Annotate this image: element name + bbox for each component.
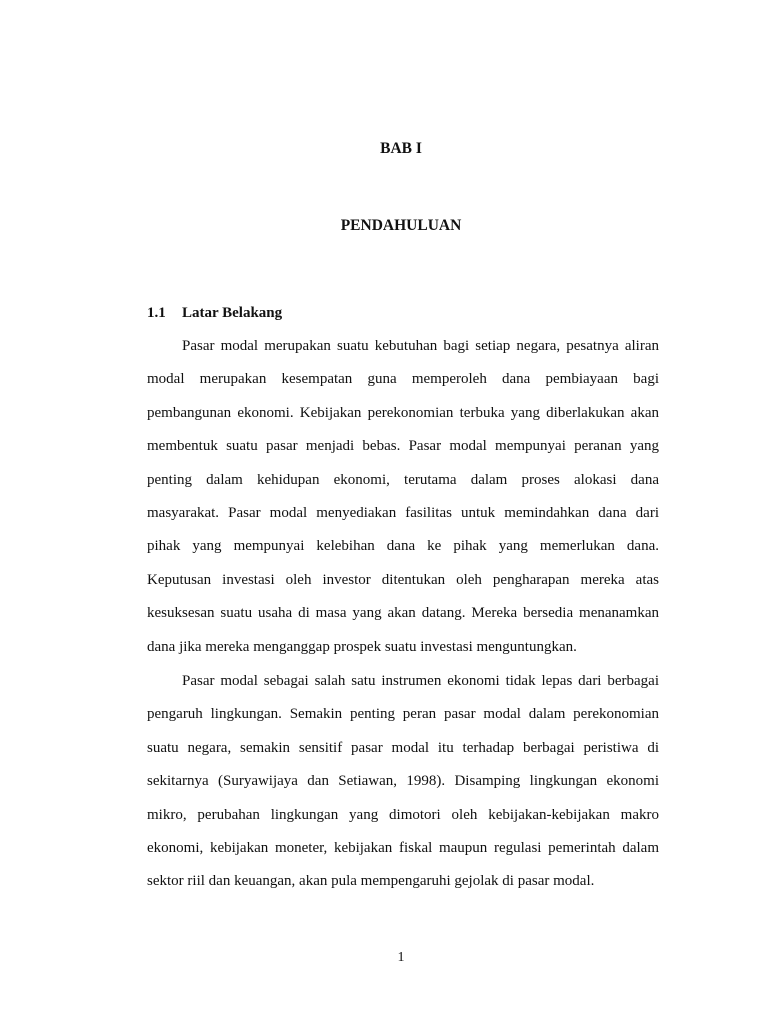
text-line: pihak yang mempunyai kelebihan dana ke pihak yang memerlukan dana.: [147, 538, 659, 555]
text-line: Pasar modal sebagai salah satu instrumen ekonomi tidak lepas dari berbagai: [182, 673, 659, 689]
text-line: pembangunan ekonomi. Kebijakan perekonomian terbuka yang diberlakukan akan: [147, 404, 659, 421]
section-number: 1.1: [147, 305, 166, 321]
text-line: penting dalam kehidupan ekonomi, terutama dalam proses alokasi dana: [147, 471, 659, 488]
text-line: sektor riil dan keuangan, akan pula mempengaruhi gejolak di pasar modal.: [147, 873, 595, 890]
text-line: mikro, perubahan lingkungan yang dimotori oleh kebijakan-kebijakan makro: [147, 806, 659, 823]
text-line: dana jika mereka menganggap prospek suatu investasi menguntungkan.: [147, 638, 577, 655]
page-number: 1: [397, 950, 405, 965]
chapter-label: BAB I: [380, 140, 422, 157]
text-line: kesuksesan suatu usaha di masa yang akan datang. Mereka bersedia menanamkan: [147, 605, 659, 622]
section-title: Latar Belakang: [182, 305, 283, 321]
text-line: modal merupakan kesempatan guna memperoleh dana pembiayaan bagi: [147, 371, 659, 388]
text-line: pengaruh lingkungan. Semakin penting peran pasar modal dalam perekonomian: [147, 706, 659, 723]
paragraph-1: [147, 330, 659, 664]
text-line: Keputusan investasi oleh investor ditentukan oleh pengharapan mereka atas: [147, 571, 659, 588]
paragraph-2: [147, 665, 659, 899]
text-line: masyarakat. Pasar modal menyediakan fasilitas untuk memindahkan dana dari: [147, 504, 659, 521]
text-line: membentuk suatu pasar menjadi bebas. Pasar modal mempunyai peranan yang: [147, 438, 659, 455]
text-line: suatu negara, semakin sensitif pasar modal itu terhadap berbagai peristiwa di: [147, 739, 659, 756]
section-heading: [147, 305, 282, 322]
text-line: ekonomi, kebijakan moneter, kebijakan fiskal maupun regulasi pemerintah dalam: [147, 839, 659, 856]
text-line: Pasar modal merupakan suatu kebutuhan bagi setiap negara, pesatnya aliran: [182, 338, 659, 354]
chapter-title: PENDAHULUAN: [340, 217, 462, 234]
text-line: sekitarnya (Suryawijaya dan Setiawan, 1998). Disamping lingkungan ekonomi: [147, 773, 659, 790]
